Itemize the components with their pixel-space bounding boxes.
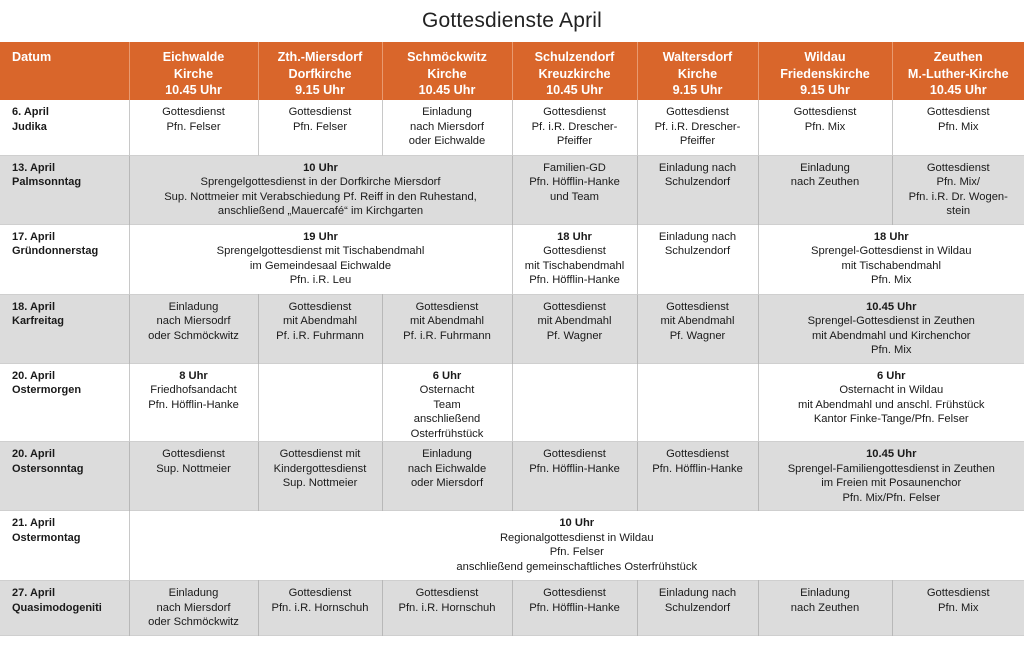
header-line: Kirche xyxy=(427,66,467,81)
day-name: Ostersonntag xyxy=(12,462,84,475)
table-row xyxy=(0,294,1024,363)
service-cell xyxy=(129,581,258,636)
service-line: im Gemeindesaal Eichwalde xyxy=(249,259,392,272)
header-line: Kirche xyxy=(677,66,718,81)
service-line: Sprengelgottesdienst mit Tischabendmahl xyxy=(216,245,425,257)
date-label: 13. April xyxy=(12,161,55,174)
service-time: 10.45 Uhr xyxy=(866,448,917,460)
service-line: nach Zeuthen xyxy=(790,601,860,614)
date-label: 18. April xyxy=(12,300,55,313)
service-line: und Team xyxy=(550,190,599,203)
service-line: Pf. i.R. Fuhrmann xyxy=(403,329,491,342)
header-line: 10.45 Uhr xyxy=(929,83,987,97)
service-line: Einladung xyxy=(422,106,472,118)
service-time: 10 Uhr xyxy=(303,161,338,174)
service-line: Pfn. Höfflin-Hanke xyxy=(652,462,743,475)
joint-service-cell xyxy=(758,224,1024,294)
service-line: Schulzendorf xyxy=(664,245,731,257)
service-cell xyxy=(637,224,758,294)
header-line: Kreuzkirche xyxy=(538,66,611,81)
header-church xyxy=(758,42,892,100)
service-line: oder Miersdorf xyxy=(410,477,484,489)
service-line: im Freien mit Posaunenchor xyxy=(821,477,962,489)
service-line: Gottesdienst xyxy=(288,106,352,118)
service-line: mit Tischabendmahl xyxy=(841,259,941,272)
service-cell xyxy=(258,363,382,442)
service-time: 10.45 Uhr xyxy=(866,300,917,313)
service-cell xyxy=(637,442,758,511)
service-line: Gottesdienst xyxy=(543,106,606,118)
service-line: Pf. Wagner xyxy=(546,329,603,342)
service-line: Pfn. Höfflin-Hanke xyxy=(529,462,620,475)
service-line: mit Tischabendmahl xyxy=(524,259,625,272)
service-line: Einladung xyxy=(168,300,219,313)
service-line: mit Abendmahl xyxy=(409,315,484,327)
date-cell xyxy=(0,511,129,581)
date-cell xyxy=(0,224,129,294)
service-time: 18 Uhr xyxy=(557,230,592,243)
service-cell xyxy=(258,100,382,155)
service-line: Gottesdienst xyxy=(543,448,606,460)
header-church xyxy=(637,42,758,100)
service-cell xyxy=(382,100,512,155)
service-cell xyxy=(637,581,758,636)
service-line: Gottesdienst xyxy=(162,448,225,460)
date-label: 20. April xyxy=(12,448,55,460)
service-line: Gottesdienst xyxy=(793,106,857,118)
date-label: 21. April xyxy=(12,517,55,529)
page-title: Gottesdienste April xyxy=(421,9,603,32)
header-church xyxy=(512,42,637,100)
service-line: mit Abendmahl und anschl. Frühstück xyxy=(797,398,985,411)
header-line: Schulzendorf xyxy=(534,50,615,64)
date-cell xyxy=(0,581,129,636)
service-line: Osternacht in Wildau xyxy=(839,384,944,396)
service-line: Pfn. i.R. Hornschuh xyxy=(271,601,369,614)
header-line: Datum xyxy=(12,50,52,64)
date-cell xyxy=(0,155,129,224)
service-line: nach Eichwalde xyxy=(407,462,487,475)
table-header xyxy=(0,42,1024,100)
service-line: Gottesdienst xyxy=(162,106,225,118)
table-row xyxy=(0,581,1024,636)
header-row xyxy=(0,42,1024,100)
service-cell xyxy=(892,581,1024,636)
service-line: Pfn. i.R. Hornschuh xyxy=(398,601,496,614)
service-line: Gottesdienst xyxy=(666,448,729,460)
service-line: Einladung nach xyxy=(658,161,737,174)
service-line: Pfn. Mix xyxy=(938,120,979,133)
service-line: Regionalgottesdienst in Wildau xyxy=(499,531,654,544)
service-line: Gottesdienst xyxy=(415,587,479,599)
service-line: Pfn. Höfflin-Hanke xyxy=(148,398,239,411)
service-cell xyxy=(637,155,758,224)
service-line: Gottesdienst xyxy=(288,587,352,599)
service-line: nach Miersdorf xyxy=(410,120,484,133)
service-time: 19 Uhr xyxy=(303,230,338,243)
service-cell xyxy=(382,363,512,442)
header-line: 9.15 Uhr xyxy=(295,83,345,97)
service-line: Pfn. i.R. Leu xyxy=(289,274,352,286)
day-name: Ostermontag xyxy=(12,531,81,544)
day-name: Palmsonntag xyxy=(12,176,82,188)
table-row xyxy=(0,511,1024,581)
date-cell xyxy=(0,363,129,442)
joint-service-cell xyxy=(758,442,1024,511)
service-line: Pfn. Felser xyxy=(166,120,221,133)
service-line: Pf. i.R. Drescher- xyxy=(654,120,741,133)
service-line: Kindergottesdienst xyxy=(273,462,367,475)
service-line: Pfn. Mix xyxy=(804,120,846,133)
service-line: Pfn. Mix/Pfn. Felser xyxy=(842,491,941,504)
service-cell xyxy=(758,100,892,155)
service-line: Osterfrühstück xyxy=(410,427,484,440)
service-line: Pfn. i.R. Dr. Wogen- xyxy=(908,190,1008,203)
service-line: Gottesdienst xyxy=(666,106,729,118)
table-body xyxy=(0,100,1024,636)
service-line: Team xyxy=(433,398,461,411)
service-cell xyxy=(758,155,892,224)
service-line: mit Abendmahl xyxy=(537,315,612,327)
service-line: Pfn. Mix xyxy=(871,344,912,356)
service-line: Pfeiffer xyxy=(556,135,593,147)
service-cell xyxy=(129,363,258,442)
service-line: anschließend xyxy=(413,413,481,425)
table-row xyxy=(0,224,1024,294)
service-line: Einladung nach xyxy=(658,587,737,599)
header-line: M.-Luther-Kirche xyxy=(907,66,1009,81)
service-time: 6 Uhr xyxy=(876,369,906,382)
service-line: Sprengelgottesdienst in der Dorfkirche Miersdorf xyxy=(200,176,441,188)
service-cell xyxy=(892,155,1024,224)
service-cell xyxy=(382,581,512,636)
service-cell xyxy=(512,581,637,636)
service-line: Pfn. Mix xyxy=(871,274,912,286)
service-cell xyxy=(258,581,382,636)
service-line: Gottesdienst xyxy=(926,161,990,174)
service-line: Einladung xyxy=(168,587,219,599)
service-line: Einladung xyxy=(422,448,472,460)
header-line: Dorfkirche xyxy=(288,66,352,81)
date-cell xyxy=(0,442,129,511)
date-label: 20. April xyxy=(12,369,55,382)
header-line: 9.15 Uhr xyxy=(672,83,723,97)
service-cell xyxy=(512,155,637,224)
service-line: Einladung nach xyxy=(658,230,737,243)
service-line: Pfn. Höfflin-Hanke xyxy=(529,274,620,286)
service-line: Osternacht xyxy=(419,384,475,396)
service-cell xyxy=(637,363,758,442)
service-line: Pf. i.R. Fuhrmann xyxy=(276,329,364,342)
header-line: Waltersdorf xyxy=(662,50,733,64)
service-line: Kantor Finke-Tange/Pfn. Felser xyxy=(813,413,969,425)
joint-service-cell xyxy=(129,224,512,294)
service-line: Sprengel-Familiengottesdienst in Zeuthen xyxy=(787,462,995,475)
service-line: Pfn. Felser xyxy=(292,120,348,133)
day-name: Judika xyxy=(12,120,47,133)
service-cell xyxy=(758,581,892,636)
service-line: Gottesdienst xyxy=(543,245,606,257)
service-line: Sup. Nottmeier xyxy=(156,462,231,475)
table-row xyxy=(0,442,1024,511)
service-cell xyxy=(129,442,258,511)
header-line: 10.45 Uhr xyxy=(418,83,476,97)
service-line: Gottesdienst xyxy=(666,300,729,313)
date-cell xyxy=(0,100,129,155)
header-line: Wildau xyxy=(804,50,846,64)
service-line: Gottesdienst xyxy=(926,106,990,118)
header-line: Friedenskirche xyxy=(780,66,870,81)
service-line: Einladung xyxy=(800,587,850,599)
service-cell xyxy=(512,294,637,363)
day-name: Quasimodogeniti xyxy=(12,601,102,614)
service-cell xyxy=(892,100,1024,155)
service-line: Schulzendorf xyxy=(664,176,731,188)
joint-service-cell xyxy=(758,294,1024,363)
service-line: Gottesdienst xyxy=(288,300,352,313)
service-line: Schulzendorf xyxy=(664,601,731,614)
service-cell xyxy=(258,294,382,363)
day-name: Ostermorgen xyxy=(12,384,82,396)
header-church xyxy=(129,42,258,100)
date-label: 27. April xyxy=(12,587,55,599)
service-cell xyxy=(129,294,258,363)
service-line: stein xyxy=(946,205,971,217)
service-cell xyxy=(512,100,637,155)
service-line: Sprengel-Gottesdienst in Wildau xyxy=(811,245,972,257)
header-line: Schmöckwitz xyxy=(407,50,487,64)
service-line: Friedhofsandacht xyxy=(150,384,237,396)
service-line: Pf. Wagner xyxy=(669,329,726,342)
service-line: mit Abendmahl und Kirchenchor xyxy=(811,329,971,342)
service-line: Pf. i.R. Drescher- xyxy=(531,120,618,133)
service-line: Gottesdienst xyxy=(926,587,990,599)
service-cell xyxy=(258,442,382,511)
service-line: Einladung xyxy=(800,161,850,174)
service-line: Pfn. Höfflin-Hanke xyxy=(529,601,620,614)
service-line: Gottesdienst xyxy=(543,300,606,313)
service-line: Gottesdienst xyxy=(543,587,606,599)
joint-service-cell xyxy=(758,363,1024,442)
service-time: 10 Uhr xyxy=(559,517,595,529)
joint-service-cell xyxy=(129,155,512,224)
service-cell xyxy=(129,100,258,155)
schedule-table xyxy=(0,42,1024,636)
header-line: Zeuthen xyxy=(933,50,983,64)
service-time: 6 Uhr xyxy=(432,369,462,382)
service-cell xyxy=(382,442,512,511)
service-line: oder Schmöckwitz xyxy=(148,616,239,628)
date-label: 6. April xyxy=(12,106,49,118)
date-cell xyxy=(0,294,129,363)
service-cell xyxy=(382,294,512,363)
header-line: Eichwalde xyxy=(162,50,225,64)
service-line: mit Abendmahl xyxy=(660,315,735,327)
service-line: Sup. Nottmeier xyxy=(282,477,358,489)
service-line: oder Schmöckwitz xyxy=(148,329,239,342)
header-church xyxy=(892,42,1024,100)
header-church xyxy=(382,42,512,100)
service-line: nach Miersodrf xyxy=(156,315,231,327)
service-line: Sup. Nottmeier mit Verabschiedung Pf. Reiff in den Ruhestand, xyxy=(164,190,477,203)
service-cell xyxy=(512,224,637,294)
service-line: Pfeiffer xyxy=(679,135,716,147)
day-name: Karfreitag xyxy=(12,315,64,327)
header-church xyxy=(258,42,382,100)
service-line: nach Miersdorf xyxy=(156,601,231,614)
service-line: oder Eichwalde xyxy=(408,135,486,147)
service-line: Pfn. Felser xyxy=(549,546,604,558)
day-name: Gründonnerstag xyxy=(12,245,99,257)
service-line: Pfn. Mix/ xyxy=(936,176,980,188)
service-line: Familien-GD xyxy=(543,161,606,174)
header-datum xyxy=(0,42,129,100)
table-row xyxy=(0,155,1024,224)
table-row xyxy=(0,100,1024,155)
service-line: mit Abendmahl xyxy=(282,315,357,327)
header-line: 9.15 Uhr xyxy=(800,83,850,97)
service-line: Gottesdienst xyxy=(415,300,479,313)
service-time: 8 Uhr xyxy=(179,369,208,382)
service-time: 18 Uhr xyxy=(873,230,909,243)
header-line: Zth.-Miersdorf xyxy=(277,50,363,64)
service-line: Pfn. Mix xyxy=(938,601,979,614)
service-line: Gottesdienst mit xyxy=(279,448,361,460)
service-line: nach Zeuthen xyxy=(790,176,860,188)
header-line: 10.45 Uhr xyxy=(546,83,603,97)
header-line: 10.45 Uhr xyxy=(165,83,222,97)
table-row xyxy=(0,363,1024,442)
header-line: Kirche xyxy=(173,66,214,81)
service-line: anschließend gemeinschaftliches Osterfrühstück xyxy=(456,560,698,573)
service-cell xyxy=(637,100,758,155)
service-cell xyxy=(637,294,758,363)
service-cell xyxy=(512,363,637,442)
service-line: Pfn. Höfflin-Hanke xyxy=(529,176,620,188)
service-cell xyxy=(512,442,637,511)
service-line: Sprengel-Gottesdienst in Zeuthen xyxy=(807,315,975,327)
service-line: anschließend „Mauercafé“ im Kirchgarten xyxy=(217,205,424,217)
date-label: 17. April xyxy=(12,230,55,243)
joint-service-cell xyxy=(129,511,1024,581)
